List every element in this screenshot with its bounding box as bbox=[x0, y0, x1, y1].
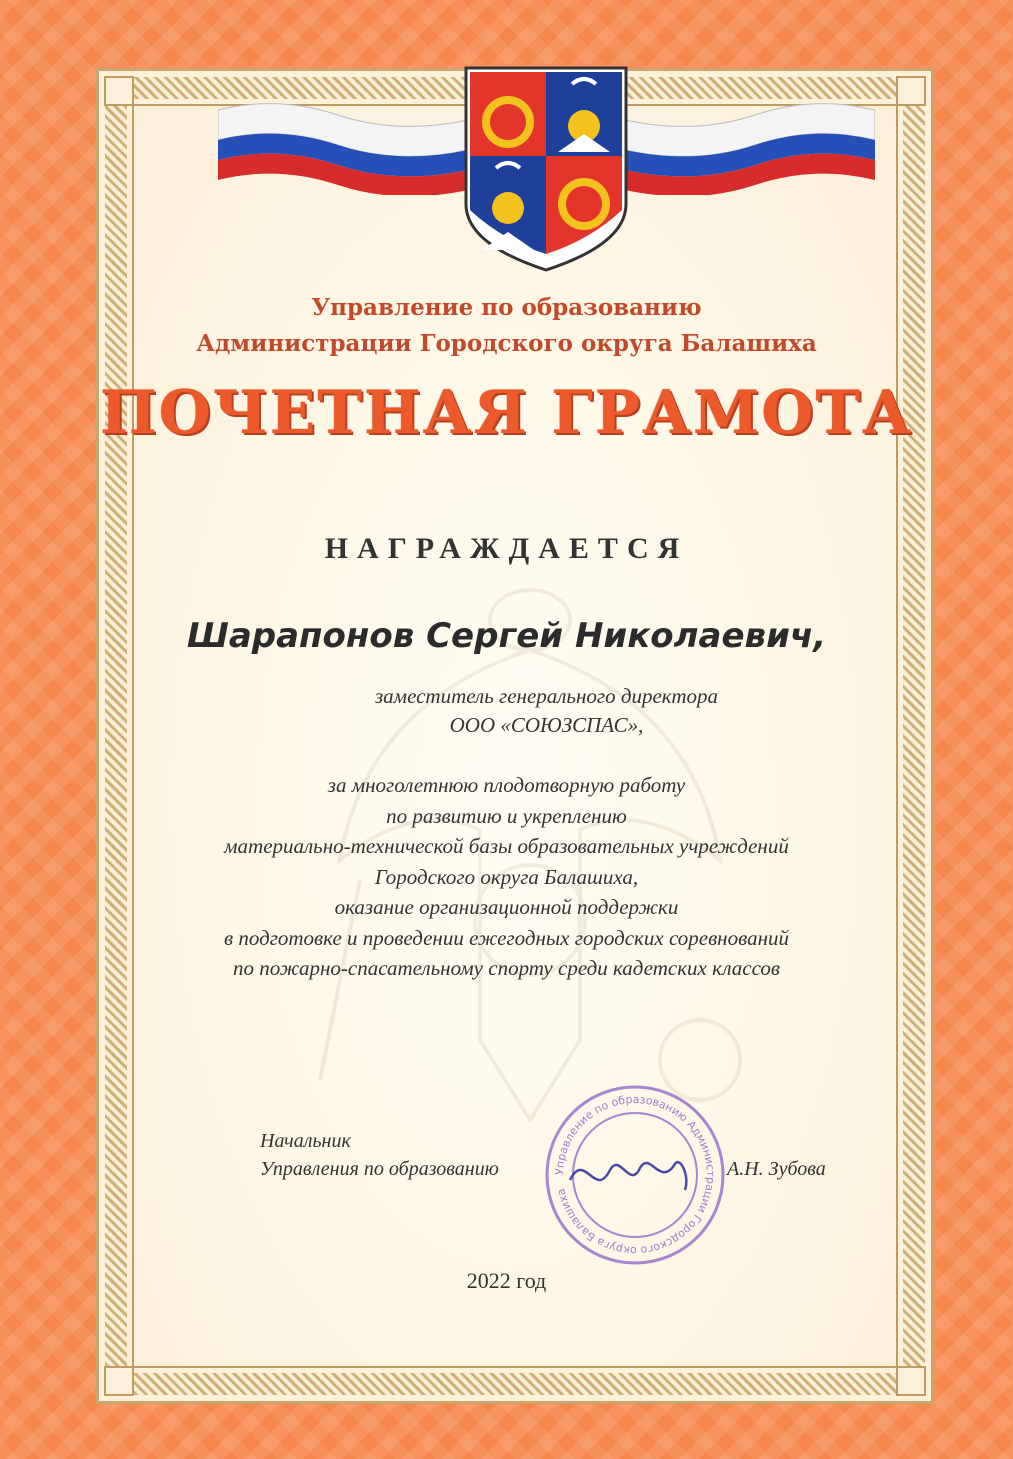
awarded-label: НАГРАЖДАЕТСЯ bbox=[324, 532, 689, 565]
reason-line: по пожарно-спасательному спорту среди кадетских классов bbox=[232, 956, 780, 980]
recipient-name: Шарапонов Сергей Николаевич, bbox=[186, 616, 827, 656]
frame-corner bbox=[896, 76, 926, 106]
frame-corner bbox=[896, 1366, 926, 1396]
russian-flag-right-icon bbox=[625, 100, 875, 195]
reason-line: по развитию и укреплению bbox=[386, 803, 627, 828]
recipient-company: ООО «СОЮЗСПАС», bbox=[449, 713, 644, 737]
signer-name: А.Н. Зубова bbox=[727, 1158, 826, 1180]
organization-line-2: Администрации Городского округа Балашиха bbox=[196, 330, 817, 357]
balashikha-coat-of-arms-icon bbox=[462, 64, 630, 274]
frame-corner bbox=[104, 76, 134, 106]
organization-line-1: Управление по образованию bbox=[311, 294, 702, 321]
award-reason bbox=[0, 770, 1013, 984]
signer-title-line-1: Начальник bbox=[260, 1130, 351, 1152]
signer-title-line-2: Управления по образованию bbox=[260, 1158, 499, 1180]
certificate-year: 2022 год bbox=[466, 1268, 547, 1293]
svg-text:Управление по образованию Адми: Управление по образованию Администрации Городского округа Балашиха bbox=[552, 1092, 718, 1258]
official-stamp-icon bbox=[540, 1080, 730, 1270]
reason-line: за многолетнюю плодотворную работу bbox=[327, 773, 686, 797]
reason-line: оказание организационной поддержки bbox=[334, 895, 679, 919]
frame-corner bbox=[104, 1366, 134, 1396]
reason-line: в подготовке и проведении ежегодных городских соревнований bbox=[223, 925, 789, 950]
certificate-title: ПОЧЕТНАЯ ГРАМОТА bbox=[99, 378, 914, 448]
reason-line: Городского округа Балашиха, bbox=[374, 864, 639, 889]
reason-line: материально-технической базы образовательных учреждений bbox=[224, 834, 789, 858]
russian-flag-left-icon bbox=[218, 100, 468, 195]
recipient-position: заместитель генерального директора bbox=[374, 684, 719, 708]
